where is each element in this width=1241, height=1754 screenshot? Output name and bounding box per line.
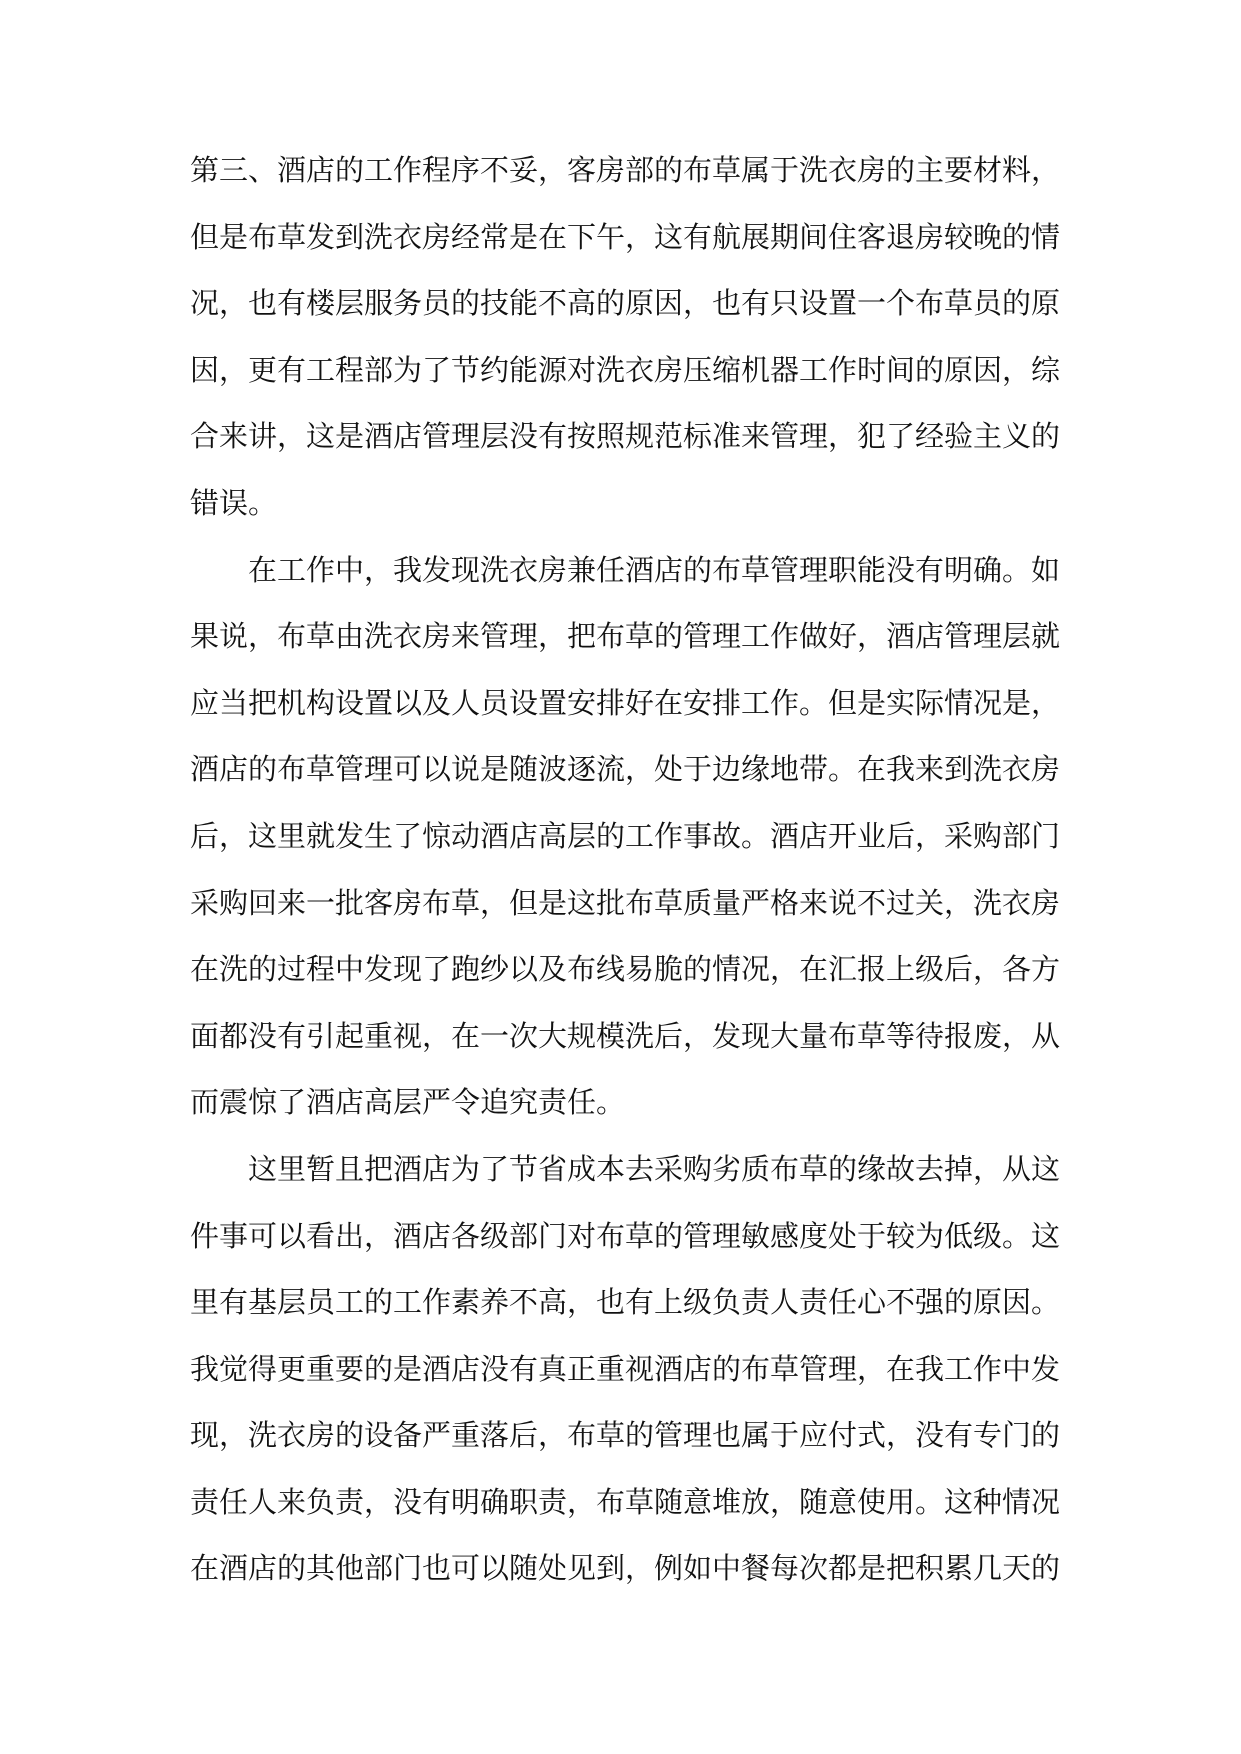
document-body	[190, 137, 1060, 1602]
paragraph-1: 第三、酒店的工作程序不妥，客房部的布草属于洗衣房的主要材料，但是布草发到洗衣房经常是在下午，这有航展期间住客退房较晚的情况，也有楼层服务员的技能不高的原因，也有只设置一个布草员的原因，更有工程部为了节约能源对洗衣房压缩机器工作时间的原因，综合来讲，这是酒店管理层没有按照规范标准来管理，犯了经验主义的错误。	[190, 153, 1061, 520]
paragraph-3: 这里暂且把酒店为了节省成本去采购劣质布草的缘故去掉，从这件事可以看出，酒店各级部门对布草的管理敏感度处于较为低级。这里有基层员工的工作素养不高，也有上级负责人责任心不强的原因。我觉得更重要的是酒店没有真正重视酒店的布草管理，在我工作中发现，洗衣房的设备严重落后，布草的管理也属于应付式，没有专门的责任人来负责，没有明确职责，布草随意堆放，随意使用。这种情况在酒店的其他部门也可以随处见到，例如中餐每次都是把积累几天的	[190, 1151, 1061, 1586]
paragraph-2: 在工作中，我发现洗衣房兼任酒店的布草管理职能没有明确。如果说，布草由洗衣房来管理，把布草的管理工作做好，酒店管理层就应当把机构设置以及人员设置安排好在安排工作。但是实际情况是，酒店的布草管理可以说是随波逐流，处于边缘地带。在我来到洗衣房后，这里就发生了惊动酒店高层的工作事故。酒店开业后，采购部门采购回来一批客房布草，但是这批布草质量严格来说不过关，洗衣房在洗的过程中发现了跑纱以及布线易脆的情况，在汇报上级后，各方面都没有引起重视，在一次大规模洗后，发现大量布草等待报废，从而震惊了酒店高层严令追究责任。	[190, 552, 1061, 1120]
